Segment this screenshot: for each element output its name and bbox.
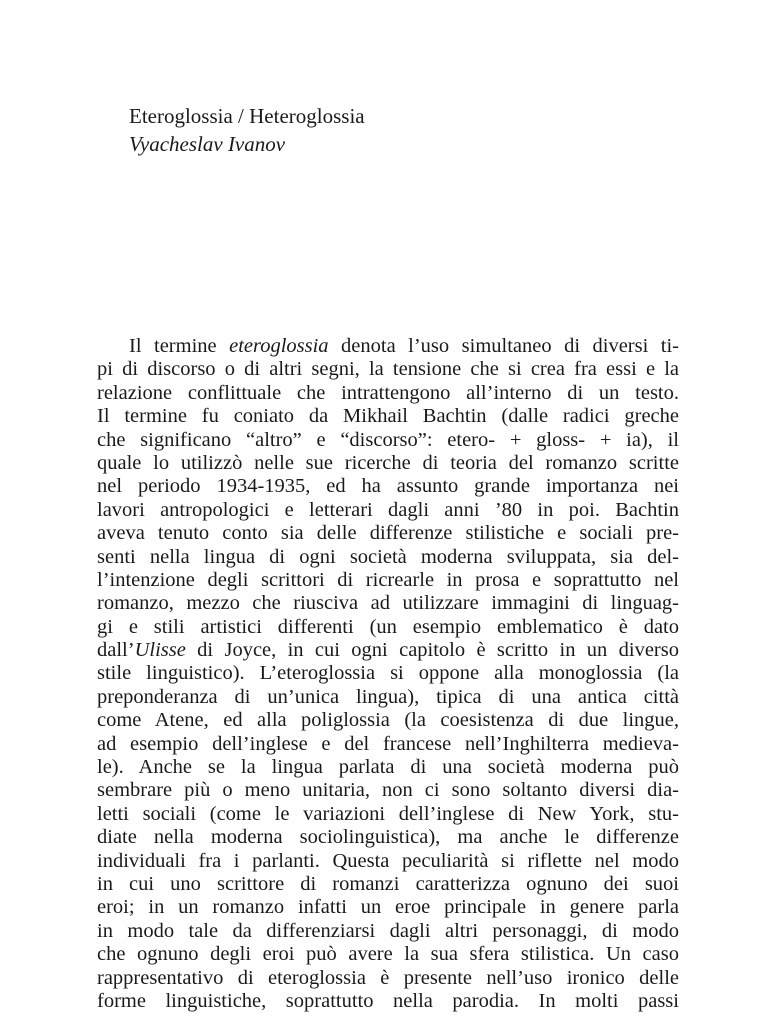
text-line: che ognuno degli eroi può avere la sua sfera stilistica. Un caso	[97, 943, 679, 966]
text-line: in modo tale da differenziarsi dagli altri personaggi, di modo	[97, 919, 679, 942]
text-line: quale lo utilizzò nelle sue ricerche di teoria del romanzo scritte	[97, 451, 679, 474]
text-line: relazione conflittuale che intrattengono all’interno di un testo.	[97, 381, 679, 404]
article-body	[97, 335, 679, 1013]
text-line: eroi; in un romanzo infatti un eroe principale in genere parla	[97, 896, 679, 919]
text-line: letti sociali (come le variazioni dell’inglese di New York, stu-	[97, 802, 679, 825]
text-line: pi di discorso o di altri segni, la tensione che si crea fra essi e la	[97, 358, 679, 381]
text-line: le). Anche se la lingua parlata di una società moderna può	[97, 756, 679, 779]
text-line: nel periodo 1934-1935, ed ha assunto grande importanza nei	[97, 475, 679, 498]
text-line: diate nella moderna sociolinguistica), ma anche le differenze	[97, 826, 679, 849]
text-line: forme linguistiche, soprattutto nella parodia. In molti passi	[97, 989, 679, 1012]
text-line: romanzo, mezzo che riusciva ad utilizzare immagini di linguag-	[97, 592, 679, 615]
text-line: in cui uno scrittore di romanzi caratterizza ognuno dei suoi	[97, 872, 679, 895]
text-line: l’intenzione degli scrittori di ricrearle in prosa e soprattutto nel	[97, 568, 679, 591]
text-line: stile linguistico). L’eteroglossia si oppone alla monoglossia (la	[97, 662, 679, 685]
text-line: aveva tenuto conto sia delle differenze stilistiche e sociali pre-	[97, 522, 679, 545]
emphasis-term: eteroglossia	[229, 335, 329, 357]
article-author: Vyacheslav Ivanov	[129, 132, 286, 156]
text-line: dall’Ulisse di Joyce, in cui ogni capitolo è scritto in un diverso	[97, 639, 679, 662]
article-title: Eteroglossia / Heteroglossia	[129, 104, 365, 128]
text-line: Il termine fu coniato da Mikhail Bachtin (dalle radici greche	[97, 405, 679, 428]
emphasis-title: Ulisse	[134, 639, 186, 662]
text-line: che significano “altro” e “discorso”: etero- + gloss- + ia), il	[97, 428, 679, 451]
text-line: individuali fra i parlanti. Questa peculiarità si riflette nel modo	[97, 849, 679, 872]
text-line: ad esempio dell’inglese e del francese nell’Inghilterra medieva-	[97, 732, 679, 755]
text-line: rappresentativo di eteroglossia è presente nell’uso ironico delle	[97, 966, 679, 989]
text-line: gi e stili artistici differenti (un esempio emblematico è dato	[97, 615, 679, 638]
text-line: senti nella lingua di ogni società moderna sviluppata, sia del-	[97, 545, 679, 568]
article-header	[129, 102, 365, 158]
text-line: come Atene, ed alla poliglossia (la coesistenza di due lingue,	[97, 709, 679, 732]
text-line: sembrare più o meno unitaria, non ci sono soltanto diversi dia-	[97, 779, 679, 802]
text-line: Il termine eteroglossia denota l’uso simultaneo di diversi ti-	[129, 335, 679, 357]
text-line: preponderanza di un’unica lingua), tipica di una antica città	[97, 685, 679, 708]
text-line: lavori antropologici e letterari dagli anni ’80 in poi. Bachtin	[97, 498, 679, 521]
